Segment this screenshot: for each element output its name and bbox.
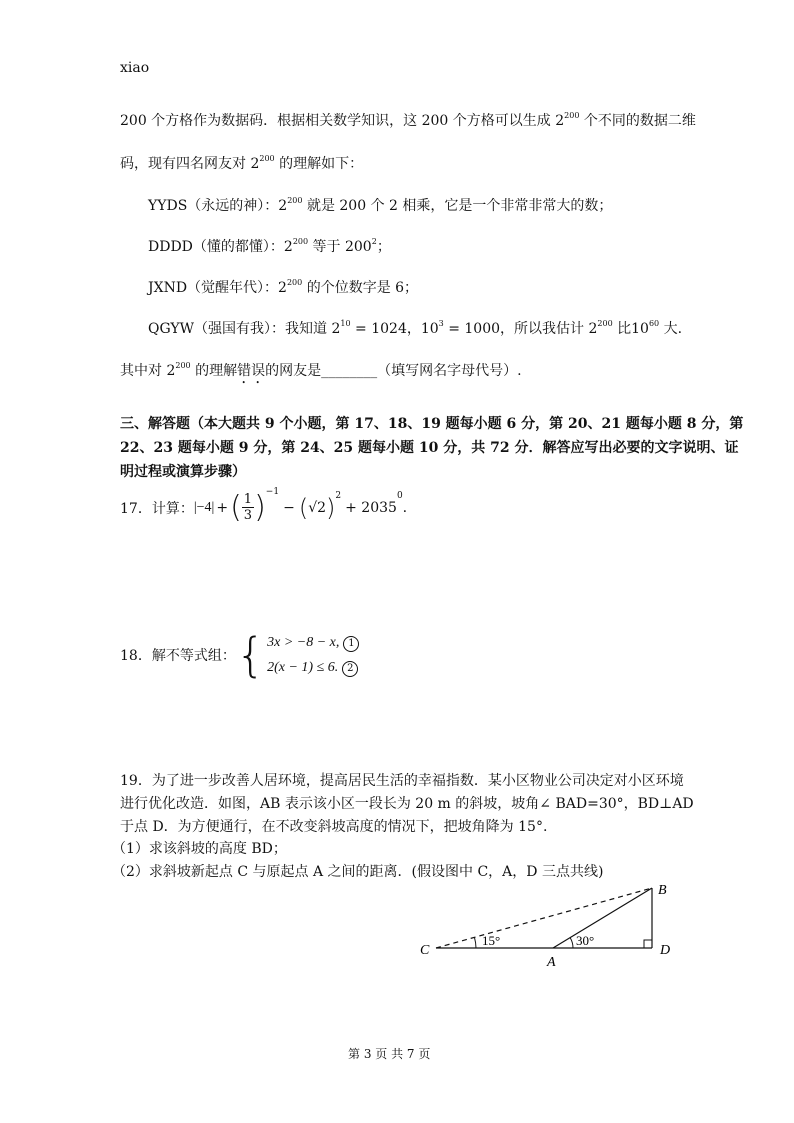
- p16-question: [120, 360, 522, 387]
- p17-paren-right: ): [254, 490, 266, 525]
- section3-line2: 22、23 题每小题 9 分，第 24、25 题每小题 10 分，共 72 分．解答应写出必要的文字说明、证: [120, 440, 739, 456]
- angle-label-30: 30°: [576, 933, 595, 948]
- p16-jxnd-sup: 200: [286, 278, 303, 287]
- problem-17: 17．计算： |−4| + ( $\frac{1}{3}$ ) −1 − ( √2 ) 2 + 2035 0 .: [120, 487, 408, 525]
- p16-qgyw-sup4: 60: [648, 319, 660, 328]
- p16-yyds-a: YYDS（永远的神）：2: [148, 198, 288, 214]
- p18-mark2: 2: [342, 661, 358, 677]
- p17-sqrt: √2: [308, 499, 327, 516]
- p16-qgyw-c: = 1000，所以我估计 2: [443, 321, 598, 337]
- p16-dddd-sup2: 2: [371, 237, 377, 246]
- p18-brace: {: [235, 628, 266, 682]
- section3-line1: 三、解答题（本大题共 9 个小题，第 17、18、19 题每小题 6 分，第 20、21 题每小题 8 分，第: [120, 416, 744, 432]
- p16-qgyw-sup1: 10: [340, 319, 351, 328]
- p18-system: [267, 630, 359, 680]
- p17-paren2-left: (: [298, 493, 309, 522]
- p17-fraction: [242, 492, 254, 523]
- p17-label: 17．计算：: [120, 500, 194, 517]
- p19-line3: 于点 D．为方便通行，在不改变斜坡高度的情况下，把坡角降为 15°.: [120, 819, 548, 835]
- p17-paren-left: (: [230, 490, 242, 525]
- p18-ineq1-row: [267, 630, 359, 655]
- p18-mark1: 1: [343, 636, 359, 652]
- p16-qgyw-sup3: 200: [597, 319, 613, 328]
- page-header: xiao: [120, 60, 150, 76]
- p16-dddd: [148, 236, 391, 256]
- p16-qgyw-sup2: 3: [438, 319, 444, 328]
- section3-line3: 明过程或演算步骤）: [120, 464, 246, 480]
- p19-q2: （2）求斜坡新起点 C 与原起点 A 之间的距离．(假设图中 C，A，D 三点共线): [112, 864, 604, 880]
- p19-line2: 进行优化改造．如图，AB 表示该小区一段长为 20 m 的斜坡，坡角∠ BAD=30°，BD⊥AD: [120, 796, 694, 812]
- p16-dddd-sup: 200: [292, 237, 309, 246]
- p16-line2-sup: 200: [259, 154, 275, 163]
- p17-plus1: +: [216, 499, 229, 516]
- p18-ineq1: 3x > −8 − x,: [267, 635, 340, 650]
- p16-jxnd-b: 的个位数字是 6；: [302, 280, 419, 296]
- label-c: C: [420, 943, 430, 958]
- p16-line2-b: 的理解如下：: [274, 156, 364, 172]
- p19-line1: 19．为了进一步改善人居环境，提高居民生活的幸福指数．某小区物业公司决定对小区环境: [120, 773, 684, 789]
- label-d: D: [660, 943, 671, 958]
- p16-dddd-a: DDDD（懂的都懂）：2: [148, 239, 293, 255]
- angle-arc-15: [475, 938, 477, 948]
- p16-yyds: [148, 195, 612, 215]
- p16-line2-a: 码，现有四名网友对 2: [120, 156, 260, 172]
- label-a: A: [547, 955, 556, 968]
- p17-frac-num: 1: [243, 492, 253, 507]
- p17-plus2: + 2035: [345, 499, 397, 516]
- p18-ineq2: 2(x − 1) ≤ 6.: [267, 660, 339, 675]
- p16-yyds-sup: 200: [287, 196, 303, 205]
- problem-18: [120, 628, 359, 682]
- p16-jxnd: [148, 277, 418, 297]
- right-angle-mark: [644, 940, 652, 948]
- angle-label-15: 15°: [482, 933, 501, 948]
- p16-line1-b: 个不同的数据二维: [579, 113, 696, 129]
- p16-question-a: 其中对 2: [120, 363, 176, 379]
- p16-question-c: 的网友是________（填写网名字母代号）.: [265, 363, 522, 379]
- p16-qgyw-b: = 1024，10: [350, 321, 439, 337]
- p16-qgyw: [148, 318, 682, 338]
- p16-line1: [120, 110, 696, 130]
- slope-ab: [553, 888, 652, 948]
- p16-dddd-c: ；: [376, 239, 391, 255]
- p16-qgyw-d: 比10: [612, 321, 649, 337]
- p16-qgyw-e: 大.: [659, 321, 683, 337]
- slope-cb-dashed: [436, 888, 652, 948]
- p16-line1-a: 200 个方格作为数据码．根据相关数学知识，这 200 个方格可以生成 2: [120, 113, 565, 129]
- p16-question-sup: 200: [175, 361, 191, 370]
- p16-line2: [120, 153, 363, 173]
- p16-question-b: 的理解: [190, 363, 238, 379]
- p17-frac-den: 3: [243, 508, 253, 523]
- label-b: B: [658, 883, 667, 898]
- p16-qgyw-a: QGYW（强国有我）：我知道 2: [148, 321, 341, 337]
- p16-jxnd-a: JXND（觉醒年代）：2: [148, 280, 287, 296]
- p17-paren2-right: ): [326, 493, 336, 522]
- p16-yyds-b: 就是 200 个 2 相乘，它是一个非常非常大的数；: [302, 198, 613, 214]
- angle-arc-30: [570, 938, 573, 948]
- page-footer: 第 3 页 共 7 页: [348, 1047, 431, 1061]
- p17-abs: |−4|: [193, 499, 215, 515]
- p16-dddd-b: 等于 200: [308, 239, 372, 255]
- p18-label: 18．解不等式组：: [120, 648, 236, 664]
- p17-minus: −: [283, 499, 295, 516]
- p18-ineq2-row: [267, 655, 359, 680]
- p19-q1: （1）求该斜坡的高度 BD；: [112, 841, 287, 857]
- p16-line1-sup: 200: [564, 111, 580, 120]
- p16-question-emph: 错误: [237, 363, 266, 379]
- p17-end: .: [402, 499, 408, 516]
- slope-figure: [410, 876, 690, 968]
